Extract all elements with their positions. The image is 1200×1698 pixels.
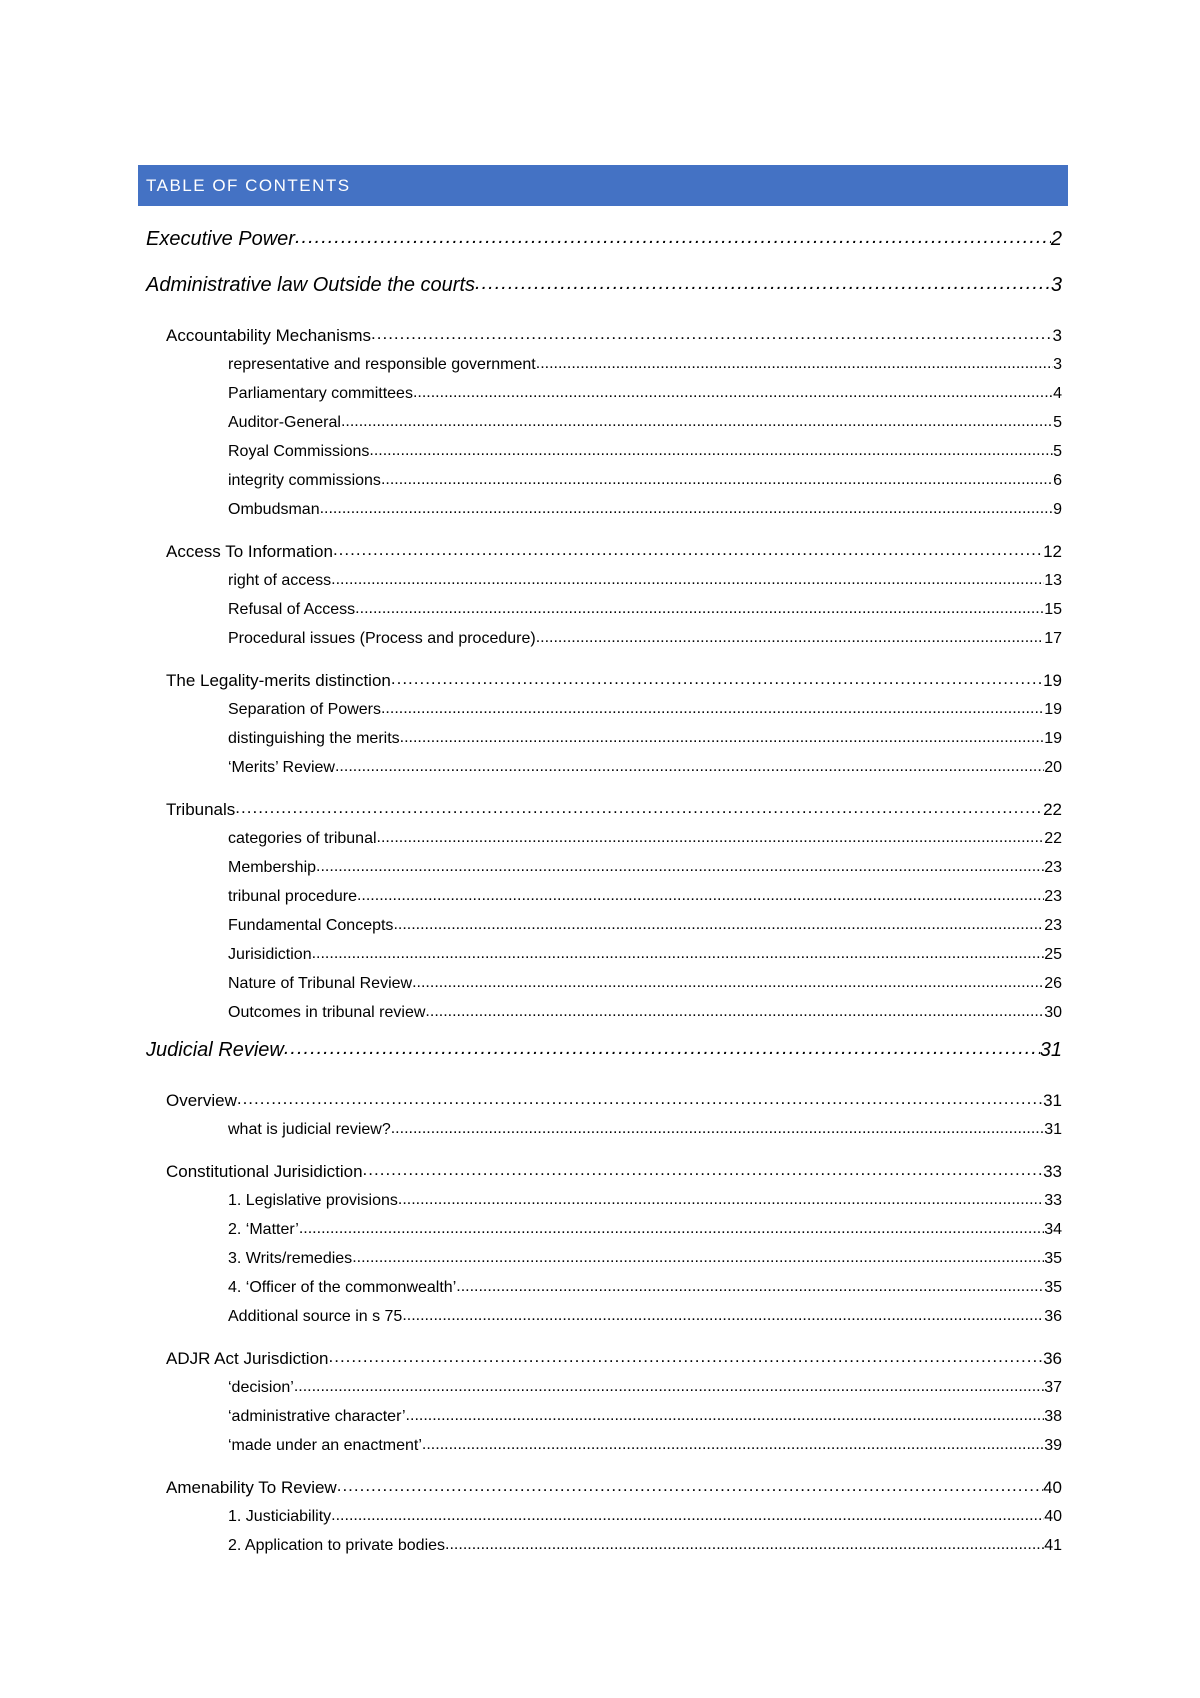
toc-entry-level-3[interactable] <box>138 969 1062 998</box>
toc-entry-level-2[interactable] <box>138 1344 1062 1373</box>
toc-entry-title: distinguishing the merits <box>228 729 400 747</box>
toc-dot-leader <box>294 1380 1044 1396</box>
toc-list <box>138 216 1062 1560</box>
toc-dot-leader <box>425 1005 1044 1021</box>
toc-entry-page-number: 2 <box>1050 227 1062 250</box>
toc-entry-page-number: 15 <box>1044 600 1062 618</box>
toc-entry-level-3[interactable] <box>138 853 1062 882</box>
toc-entry-level-3[interactable] <box>138 1115 1062 1144</box>
toc-entry-level-2[interactable] <box>138 795 1062 824</box>
toc-dot-leader <box>536 357 1053 373</box>
toc-entry-page-number: 41 <box>1044 1536 1062 1554</box>
toc-dot-leader <box>357 889 1044 905</box>
toc-entry-level-3[interactable] <box>138 437 1062 466</box>
toc-entry-title: Outcomes in tribunal review <box>228 1003 426 1021</box>
toc-entry-page-number: 40 <box>1043 1477 1062 1497</box>
toc-entry-page-number: 12 <box>1043 541 1062 561</box>
toc-dot-leader <box>329 1350 1044 1367</box>
toc-entry-level-3[interactable] <box>138 566 1062 595</box>
toc-entry-level-3[interactable] <box>138 350 1062 379</box>
toc-entry-page-number: 3 <box>1052 325 1062 345</box>
toc-entry-title: Membership <box>228 858 317 876</box>
toc-dot-leader <box>331 1509 1044 1525</box>
toc-entry-page-number: 25 <box>1044 945 1062 963</box>
toc-entry-level-2[interactable] <box>138 1473 1062 1502</box>
toc-dot-leader <box>391 1122 1044 1138</box>
toc-entry-level-2[interactable] <box>138 666 1062 695</box>
toc-entry-title: representative and responsible government <box>228 355 536 373</box>
toc-entry-level-2[interactable] <box>138 1157 1062 1186</box>
toc-heading: TABLE OF CONTENTS <box>138 165 1068 206</box>
toc-entry-page-number: 23 <box>1044 916 1062 934</box>
toc-dot-leader <box>391 672 1043 689</box>
toc-entry-title: Amenability To Review <box>166 1477 337 1497</box>
toc-dot-leader <box>320 502 1054 518</box>
toc-entry-level-3[interactable] <box>138 1431 1062 1460</box>
toc-entry-page-number: 33 <box>1043 1161 1062 1181</box>
toc-entry-title: Procedural issues (Process and procedure) <box>228 629 536 647</box>
toc-entry-page-number: 20 <box>1044 758 1062 776</box>
toc-dot-leader <box>312 947 1045 963</box>
toc-entry-page-number: 5 <box>1053 413 1062 431</box>
toc-entry-page-number: 31 <box>1039 1038 1062 1061</box>
toc-dot-leader <box>363 1163 1044 1180</box>
toc-entry-page-number: 9 <box>1053 500 1062 518</box>
toc-entry-page-number: 19 <box>1044 700 1062 718</box>
toc-dot-leader <box>456 1280 1044 1296</box>
toc-entry-title: 1. Legislative provisions <box>228 1191 398 1209</box>
toc-entry-page-number: 6 <box>1053 471 1062 489</box>
toc-dot-leader <box>352 1251 1044 1267</box>
toc-entry-title: Fundamental Concepts <box>228 916 394 934</box>
toc-entry-page-number: 35 <box>1044 1249 1062 1267</box>
toc-entry-level-3[interactable] <box>138 1531 1062 1560</box>
toc-entry-title: 2. Application to private bodies <box>228 1536 446 1554</box>
toc-entry-title: ‘Merits’ Review <box>228 758 335 776</box>
toc-entry-level-3[interactable] <box>138 1302 1062 1331</box>
toc-entry-page-number: 19 <box>1044 729 1062 747</box>
toc-entry-level-3[interactable] <box>138 1273 1062 1302</box>
toc-entry-page-number: 17 <box>1044 629 1062 647</box>
toc-dot-leader <box>413 386 1053 402</box>
toc-entry-title: ADJR Act Jurisdiction <box>166 1348 329 1368</box>
toc-dot-leader <box>475 275 1051 295</box>
toc-entry-title: 4. ‘Officer of the commonwealth’ <box>228 1278 457 1296</box>
toc-dot-leader <box>335 760 1044 776</box>
toc-entry-level-3[interactable] <box>138 495 1062 524</box>
toc-entry-page-number: 30 <box>1044 1003 1062 1021</box>
toc-entry-level-3[interactable] <box>138 1186 1062 1215</box>
toc-entry-title: The Legality-merits distinction <box>166 670 391 690</box>
toc-entry-level-3[interactable] <box>138 1215 1062 1244</box>
toc-entry-level-2[interactable] <box>138 321 1062 350</box>
toc-entry-level-1[interactable] <box>138 216 1062 262</box>
toc-dot-leader <box>402 1309 1044 1325</box>
toc-entry-title: categories of tribunal <box>228 829 377 847</box>
toc-entry-level-2[interactable] <box>138 537 1062 566</box>
toc-entry-page-number: 31 <box>1043 1090 1062 1110</box>
toc-dot-leader <box>393 918 1044 934</box>
toc-entry-title: Royal Commissions <box>228 442 370 460</box>
toc-entry-title: Jurisidiction <box>228 945 312 963</box>
toc-dot-leader <box>445 1538 1044 1554</box>
toc-entry-page-number: 31 <box>1044 1120 1062 1138</box>
toc-dot-leader <box>369 444 1053 460</box>
toc-dot-leader <box>295 229 1051 249</box>
toc-entry-level-2[interactable] <box>138 1086 1062 1115</box>
toc-dot-leader <box>377 831 1045 847</box>
toc-entry-page-number: 4 <box>1053 384 1062 402</box>
toc-dot-leader <box>412 976 1044 992</box>
toc-entry-page-number: 36 <box>1043 1348 1062 1368</box>
toc-entry-title: Access To Information <box>166 541 333 561</box>
toc-dot-leader <box>299 1222 1044 1238</box>
toc-entry-title: ‘made under an enactment’ <box>228 1436 422 1454</box>
toc-dot-leader <box>237 1092 1043 1109</box>
toc-dot-leader <box>371 327 1053 344</box>
toc-entry-page-number: 22 <box>1043 799 1062 819</box>
toc-entry-page-number: 22 <box>1044 829 1062 847</box>
toc-entry-level-3[interactable] <box>138 882 1062 911</box>
toc-entry-title: Constitutional Jurisidiction <box>166 1161 363 1181</box>
toc-entry-title: right of access <box>228 571 332 589</box>
toc-entry-level-3[interactable] <box>138 753 1062 782</box>
toc-entry-page-number: 35 <box>1044 1278 1062 1296</box>
toc-entry-page-number: 13 <box>1044 571 1062 589</box>
toc-entry-level-3[interactable] <box>138 998 1062 1027</box>
toc-entry-title: Auditor-General <box>228 413 341 431</box>
toc-dot-leader <box>333 543 1043 560</box>
toc-entry-level-1[interactable] <box>138 1027 1062 1073</box>
toc-entry-level-3[interactable] <box>138 695 1062 724</box>
toc-entry-level-3[interactable] <box>138 911 1062 940</box>
toc-dot-leader <box>235 801 1043 818</box>
toc-dot-leader <box>316 860 1044 876</box>
toc-entry-level-3[interactable] <box>138 1502 1062 1531</box>
toc-dot-leader <box>400 731 1045 747</box>
toc-entry-title: Parliamentary committees <box>228 384 413 402</box>
toc-dot-leader <box>381 473 1053 489</box>
toc-entry-title: Administrative law Outside the courts <box>146 273 476 296</box>
toc-entry-page-number: 19 <box>1043 670 1062 690</box>
toc-entry-page-number: 3 <box>1053 355 1062 373</box>
toc-entry-page-number: 33 <box>1044 1191 1062 1209</box>
toc-dot-leader <box>398 1193 1044 1209</box>
toc-entry-page-number: 23 <box>1044 858 1062 876</box>
toc-entry-page-number: 40 <box>1044 1507 1062 1525</box>
toc-entry-title: Refusal of Access <box>228 600 356 618</box>
toc-dot-leader <box>284 1040 1040 1060</box>
toc-entry-title: Overview <box>166 1090 237 1110</box>
toc-entry-title: Ombudsman <box>228 500 320 518</box>
toc-entry-level-3[interactable] <box>138 408 1062 437</box>
toc-entry-title: ‘decision’ <box>228 1378 294 1396</box>
toc-dot-leader <box>337 1479 1043 1496</box>
toc-entry-title: 1. Justiciability <box>228 1507 332 1525</box>
toc-entry-level-3[interactable] <box>138 379 1062 408</box>
toc-entry-title: 2. ‘Matter’ <box>228 1220 299 1238</box>
toc-entry-level-3[interactable] <box>138 940 1062 969</box>
toc-entry-page-number: 34 <box>1044 1220 1062 1238</box>
toc-entry-title: Separation of Powers <box>228 700 381 718</box>
toc-entry-page-number: 38 <box>1044 1407 1062 1425</box>
toc-entry-level-3[interactable] <box>138 1244 1062 1273</box>
toc-entry-title: 3. Writs/remedies <box>228 1249 353 1267</box>
toc-entry-title: ‘administrative character’ <box>228 1407 406 1425</box>
toc-entry-level-1[interactable] <box>138 262 1062 308</box>
toc-entry-level-3[interactable] <box>138 1373 1062 1402</box>
toc-dot-leader <box>341 415 1053 431</box>
toc-entry-title: integrity commissions <box>228 471 381 489</box>
toc-entry-page-number: 37 <box>1044 1378 1062 1396</box>
toc-entry-page-number: 36 <box>1044 1307 1062 1325</box>
toc-entry-title: Accountability Mechanisms <box>166 325 372 345</box>
toc-entry-title: Judicial Review <box>146 1038 284 1061</box>
toc-entry-title: Executive Power <box>146 227 295 250</box>
toc-entry-page-number: 3 <box>1050 273 1062 296</box>
toc-dot-leader <box>381 702 1044 718</box>
toc-dot-leader <box>536 631 1045 647</box>
toc-entry-title: what is judicial review? <box>228 1120 391 1138</box>
toc-entry-page-number: 5 <box>1053 442 1062 460</box>
toc-dot-leader <box>355 602 1044 618</box>
toc-entry-level-3[interactable] <box>138 595 1062 624</box>
toc-entry-page-number: 23 <box>1044 887 1062 905</box>
toc-dot-leader <box>331 573 1044 589</box>
toc-entry-title: Nature of Tribunal Review <box>228 974 413 992</box>
toc-entry-page-number: 26 <box>1044 974 1062 992</box>
toc-entry-title: Additional source in s 75 <box>228 1307 403 1325</box>
toc-entry-level-3[interactable] <box>138 824 1062 853</box>
toc-entry-level-3[interactable] <box>138 724 1062 753</box>
toc-entry-title: Tribunals <box>166 799 236 819</box>
toc-entry-page-number: 39 <box>1044 1436 1062 1454</box>
toc-dot-leader <box>422 1438 1044 1454</box>
toc-entry-level-3[interactable] <box>138 624 1062 653</box>
toc-entry-level-3[interactable] <box>138 1402 1062 1431</box>
toc-dot-leader <box>406 1409 1045 1425</box>
toc-entry-level-3[interactable] <box>138 466 1062 495</box>
toc-entry-title: tribunal procedure <box>228 887 357 905</box>
